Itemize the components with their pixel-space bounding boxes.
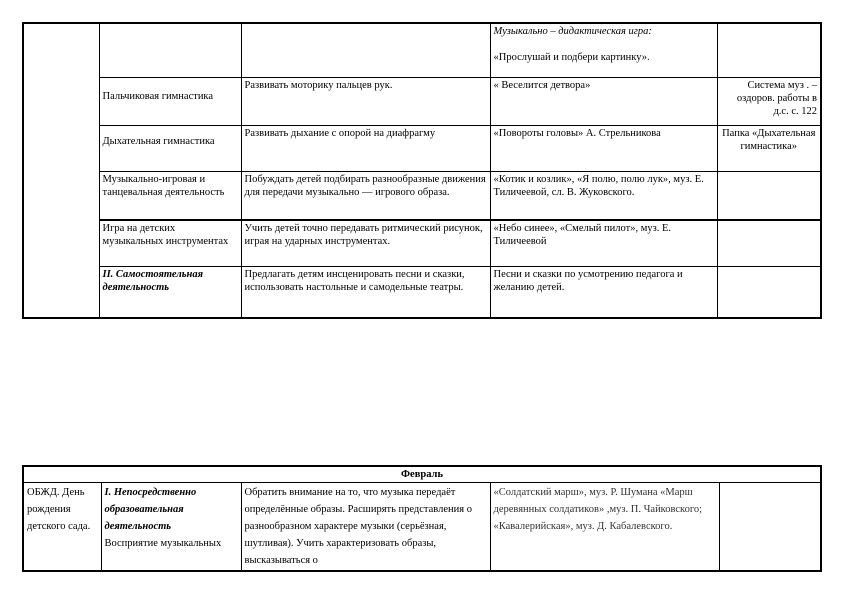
cell-theme: ОБЖД. День рождения детского сада. — [23, 483, 101, 572]
cell-activity — [99, 125, 241, 171]
cell-source — [717, 23, 821, 77]
cell-repertoire: Песни и сказки по усмотрению педагога и желанию детей. — [490, 266, 717, 318]
cell-activity: II. Самостоятельная деятельность — [99, 266, 241, 318]
cell-source — [717, 220, 821, 266]
cell-activity: Игра на детских музыкальных инструментах — [99, 220, 241, 266]
cell-source: Система муз . – оздоров. работы в д.с. с. 122 — [717, 77, 821, 125]
cell-activity: Музыкально-игровая и танцевальная деятельность — [99, 171, 241, 220]
table-header-row — [23, 466, 821, 483]
activity-label: Пальчиковая гимнастика — [102, 90, 214, 102]
cell-repertoire — [490, 23, 717, 77]
month-header: Февраль — [23, 466, 821, 483]
game-name: «Прослушай и подбери картинку». — [493, 52, 650, 63]
table-row — [23, 266, 821, 318]
table-row — [23, 171, 821, 220]
activity-label: Восприятие музыкальных — [104, 538, 222, 549]
cell-goal — [241, 23, 490, 77]
cell-activity — [99, 23, 241, 77]
activity-label: Дыхательная гимнастика — [102, 135, 215, 147]
cell-source — [717, 171, 821, 220]
cell-repertoire: «Небо синее», «Смелый пилот», муз. Е. Тиличеевой — [490, 220, 717, 266]
table-row — [23, 220, 821, 266]
plan-table-february — [22, 465, 822, 572]
cell-repertoire: «Повороты головы» А. Стрельникова — [490, 125, 717, 171]
table-row — [23, 483, 821, 572]
plan-table-continued — [22, 22, 822, 319]
table-row — [23, 23, 821, 77]
cell-goal: Обратить внимание на то, что музыка передаёт определённые образы. Расширять представления о разнообразном характере музыки (серьёзная, шутливая). Учить характеризовать образы, высказываться о — [241, 483, 490, 572]
cell-source — [719, 483, 821, 572]
cell-source — [717, 266, 821, 318]
cell-source: Папка «Дыхательная гимнастика» — [717, 125, 821, 171]
table-row — [23, 77, 821, 125]
cell-goal: Учить детей точно передавать ритмический рисунок, играя на ударных инструментах. — [241, 220, 490, 266]
cell-goal: Предлагать детям инсценировать песни и сказки, использовать настольные и самодельные театры. — [241, 266, 490, 318]
cell-repertoire: « Веселится детвора» — [490, 77, 717, 125]
game-title: Музыкально – дидактическая игра: — [493, 26, 652, 37]
cell-activity — [99, 77, 241, 125]
cell-month — [23, 23, 99, 318]
cell-goal: Развивать дыхание с опорой на диафрагму — [241, 125, 490, 171]
cell-goal: Побуждать детей подбирать разнообразные движения для передачи музыкально — игрового образа. — [241, 171, 490, 220]
cell-activity — [101, 483, 241, 572]
table-row — [23, 125, 821, 171]
activity-title: I. Непосредственно образовательная деятельность — [104, 487, 197, 532]
cell-repertoire: «Солдатский марш», муз. Р. Шумана «Марш деревянных солдатиков» ,муз. П. Чайковского; «Кавалерийская», муз. Д. Кабалевского. — [490, 483, 719, 572]
cell-repertoire: «Котик и козлик», «Я полю, полю лук», муз. Е. Тиличеевой, сл. В. Жуковского. — [490, 171, 717, 220]
cell-goal: Развивать моторику пальцев рук. — [241, 77, 490, 125]
